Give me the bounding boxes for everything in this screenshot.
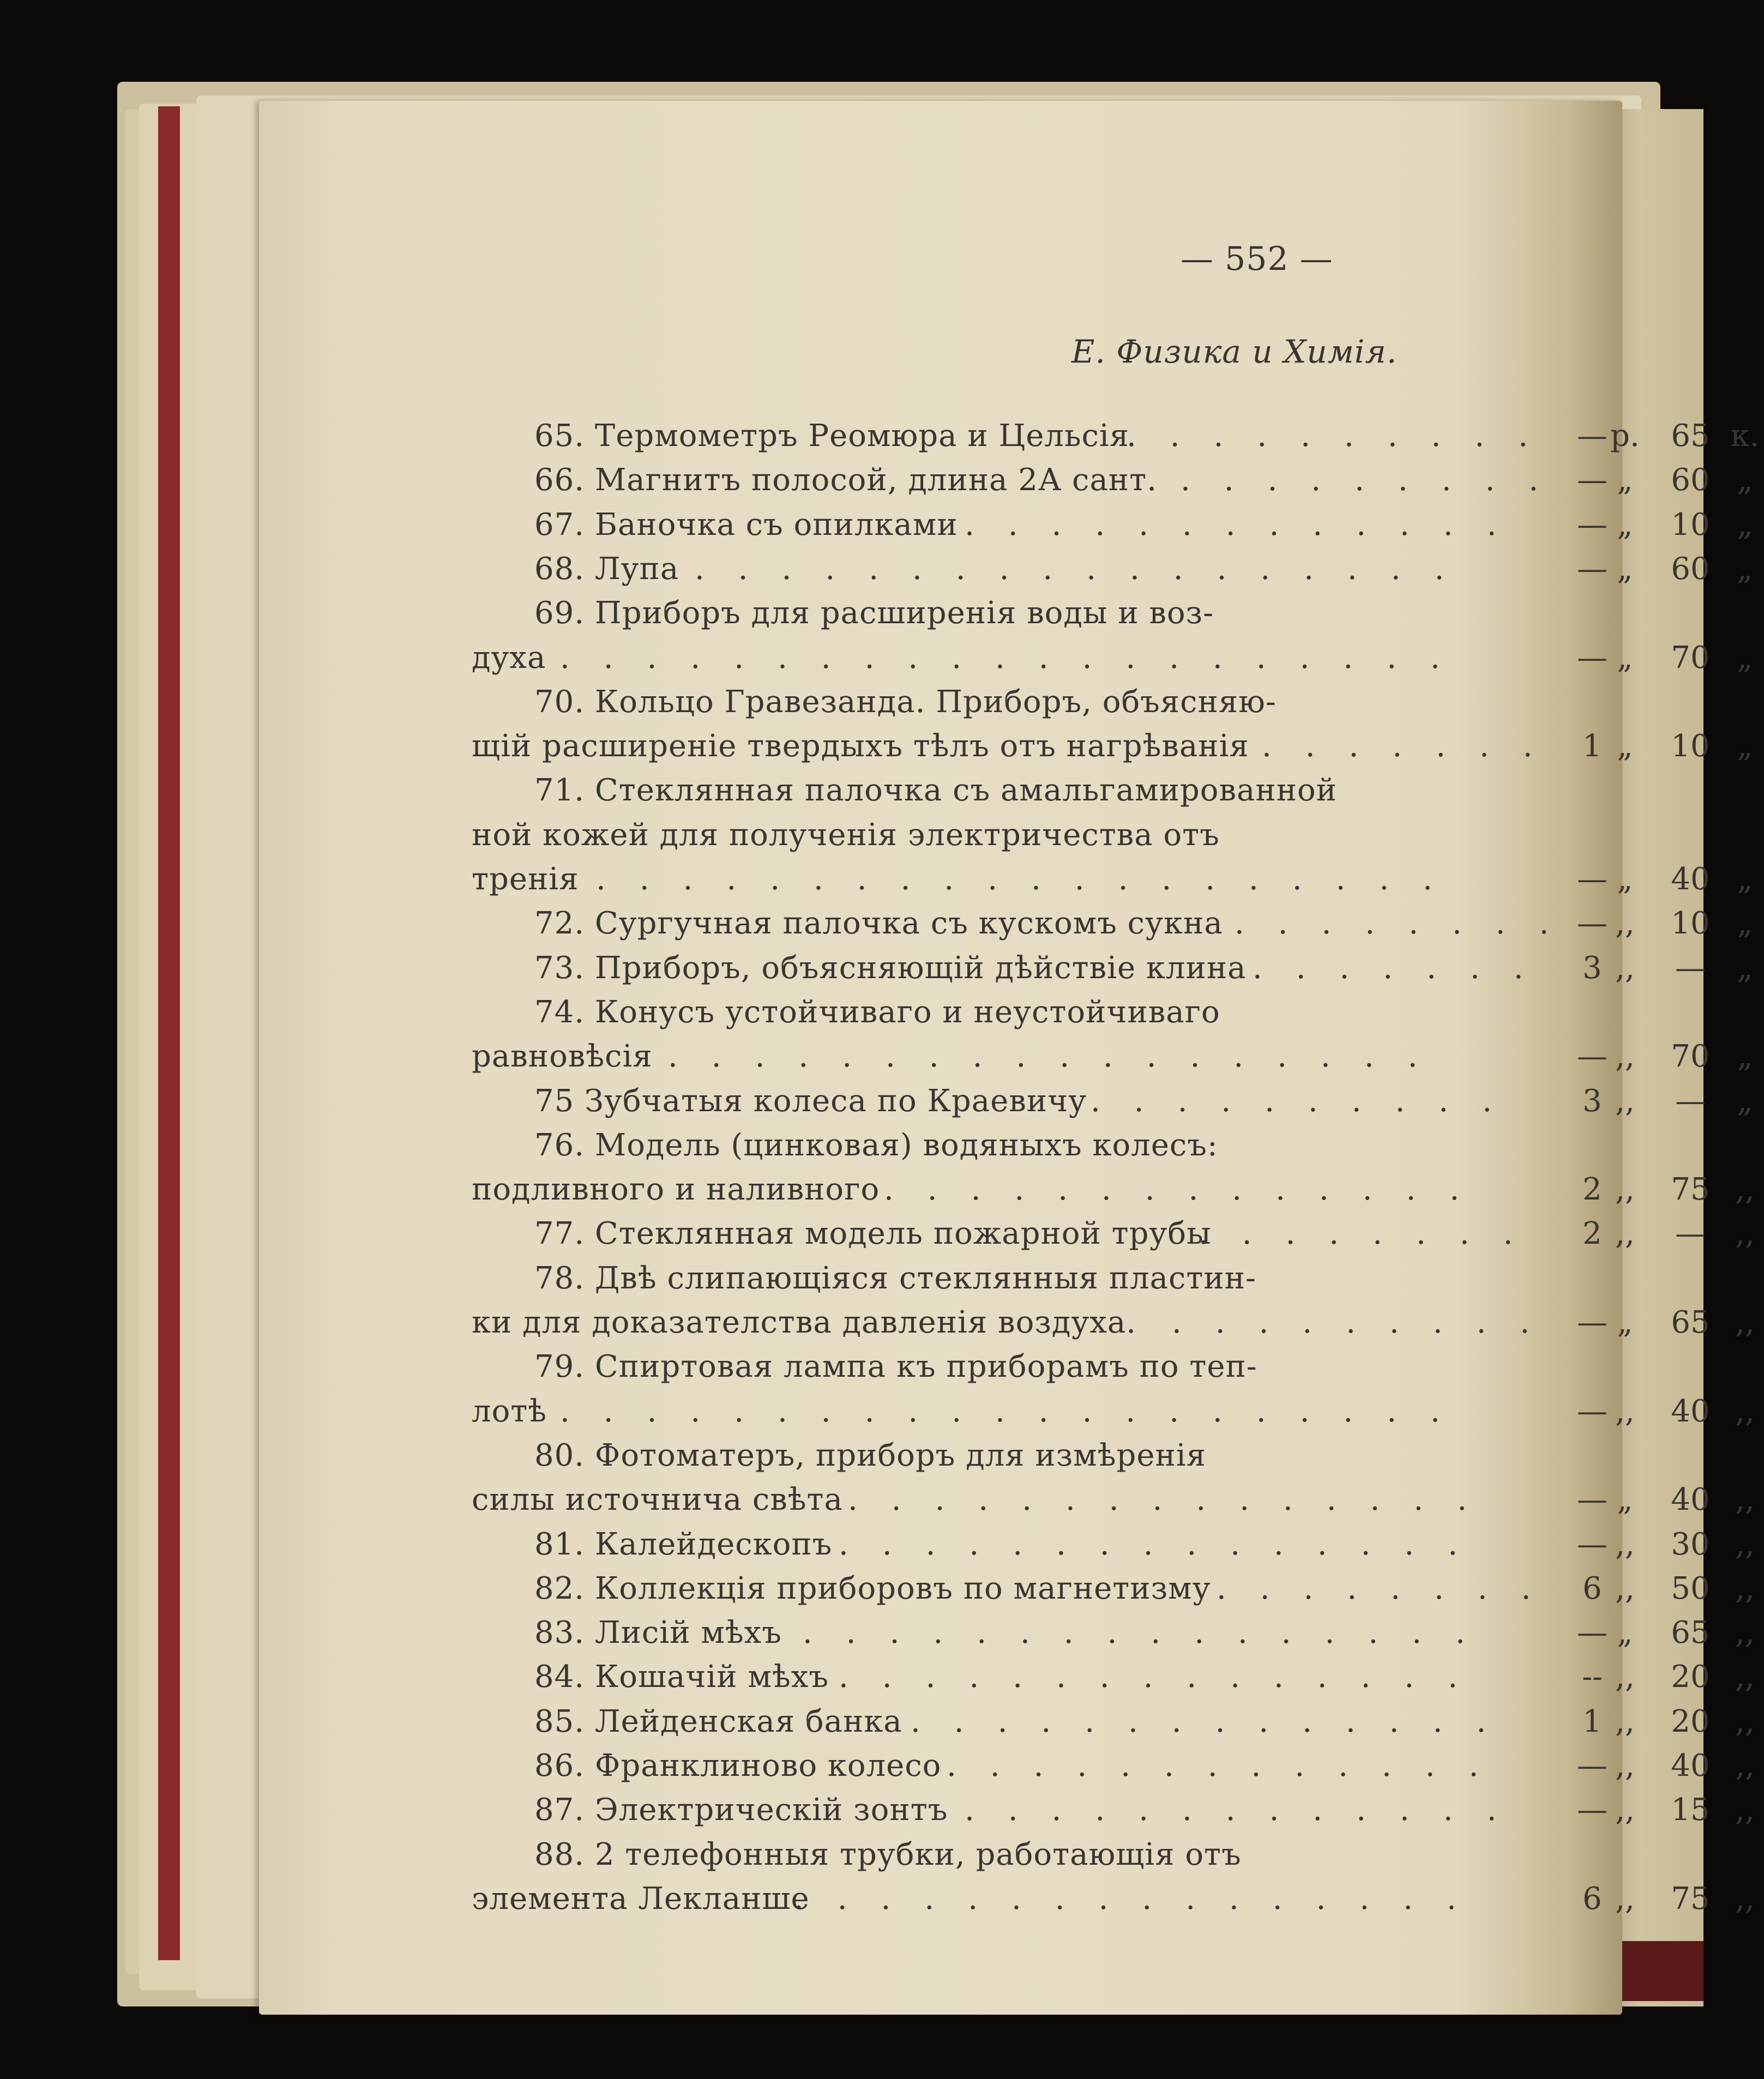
entry-text: 71. Стеклянная палочка съ амальгамированной	[534, 773, 1338, 808]
price-separator: „	[1617, 861, 1633, 897]
entry-text: 78. Двѣ слипающіяся стеклянныя пластин-	[534, 1261, 1256, 1296]
entry-text: силы источнича свѣта	[472, 1482, 843, 1517]
price-kopeks: 40	[1671, 1394, 1710, 1429]
price-rubles: —	[1577, 1039, 1608, 1074]
price-rubles: 3	[1582, 950, 1602, 986]
price-rubles: —	[1577, 861, 1608, 897]
price-separator: ,,	[1615, 1748, 1635, 1783]
dot-leader: ........	[1235, 906, 1583, 941]
price-separator: ,,	[1615, 1881, 1635, 1917]
price-kopeks: 10	[1671, 507, 1710, 543]
price-rubles: —	[1577, 418, 1608, 454]
book-page	[259, 101, 1760, 2015]
entry-text: 65. Термометръ Реомюра и Цельсія	[534, 418, 1130, 454]
entry-text: 83. Лисій мѣхъ	[534, 1615, 782, 1650]
price-rubles: 6	[1582, 1881, 1602, 1917]
price-rubles: —	[1577, 1792, 1608, 1828]
dot-leader: .....................	[560, 640, 1474, 676]
entry-text: 73. Приборъ, объясняющій дѣйствіе клина	[534, 950, 1247, 986]
entry-text: 82. Коллекція приборовъ по магнетизму	[534, 1571, 1211, 1606]
price-unit: ,,	[1735, 1571, 1755, 1606]
dot-leader: ..................	[668, 1039, 1452, 1074]
price-separator: ,,	[1615, 1172, 1635, 1207]
entry-text: 81. Калейдескопъ	[534, 1527, 833, 1562]
entry-text: равновѣсія	[472, 1039, 653, 1074]
price-unit: ,,	[1735, 1482, 1755, 1517]
price-unit: „	[1737, 861, 1753, 897]
price-unit: „	[1737, 462, 1753, 498]
entry-text: тренія	[472, 861, 579, 897]
price-kopeks: 10	[1671, 728, 1710, 764]
price-unit: к.	[1730, 418, 1760, 454]
price-separator: ,,	[1615, 1571, 1635, 1606]
entry-text: подливного и наливного	[472, 1172, 880, 1207]
price-kopeks: 70	[1671, 640, 1710, 676]
entry-text: духа	[472, 640, 546, 676]
entry-text: лотѣ	[472, 1394, 547, 1429]
dot-leader: .........	[1172, 1305, 1564, 1340]
price-separator: ,,	[1615, 1083, 1635, 1119]
entry-text: 69. Приборъ для расширенія воды и воз-	[534, 595, 1214, 631]
price-unit: „	[1737, 950, 1753, 986]
dot-leader: ....................	[596, 861, 1467, 897]
price-kopeks: 40	[1671, 1482, 1710, 1517]
entry-text: 84. Кошачій мѣхъ	[534, 1659, 829, 1695]
dot-leader: .......	[1262, 728, 1567, 764]
price-separator: ,,	[1615, 1659, 1635, 1695]
price-unit: „	[1737, 640, 1753, 676]
dot-leader: ................	[803, 1615, 1499, 1650]
price-unit: ,,	[1735, 1216, 1755, 1251]
dot-leader: ........	[1199, 1216, 1547, 1251]
price-kopeks: 15	[1671, 1792, 1710, 1828]
price-unit: ,,	[1735, 1792, 1755, 1828]
price-rubles: 1	[1582, 1704, 1602, 1739]
price-unit: „	[1737, 1039, 1753, 1074]
price-kopeks: 60	[1671, 462, 1710, 498]
dot-leader: ...............	[839, 1659, 1492, 1695]
price-kopeks: —	[1675, 1083, 1706, 1119]
price-rubles: —	[1577, 640, 1608, 676]
dot-leader: ..............	[884, 1172, 1494, 1207]
dot-leader: ..............	[911, 1704, 1520, 1739]
entry-text: ки для доказателства давленія воздуха.	[472, 1305, 1137, 1340]
price-kopeks: 20	[1671, 1704, 1710, 1739]
price-kopeks: 65	[1671, 1305, 1710, 1340]
price-kopeks: 40	[1671, 861, 1710, 897]
price-kopeks: 40	[1671, 1748, 1710, 1783]
price-separator: ,,	[1615, 1039, 1635, 1074]
entry-text: 72. Сургучная палочка съ кускомъ сукна	[534, 906, 1223, 941]
entry-text: 68. Лупа	[534, 551, 679, 587]
entry-text: 88. 2 телефонныя трубки, работающія отъ	[534, 1837, 1242, 1872]
dot-leader: ................	[794, 1881, 1490, 1917]
price-separator: ,,	[1615, 950, 1635, 986]
price-unit: „	[1737, 507, 1753, 543]
dot-leader: ..........	[1127, 418, 1562, 454]
entry-text: 75 Зубчатыя колеса по Краевичу	[534, 1083, 1087, 1119]
price-kopeks: —	[1675, 1216, 1706, 1251]
dot-leader: .....................	[560, 1394, 1474, 1429]
price-rubles: —	[1577, 1615, 1608, 1650]
price-rubles: 3	[1582, 1083, 1602, 1119]
price-unit: ,,	[1735, 1394, 1755, 1429]
price-separator: ,,	[1615, 906, 1635, 941]
dot-leader: ..........	[1091, 1083, 1526, 1119]
dot-leader: .........	[1181, 462, 1573, 498]
dot-leader: ...............	[839, 1527, 1492, 1562]
price-separator: „	[1617, 640, 1633, 676]
price-separator: ,,	[1615, 1216, 1635, 1251]
price-rubles: --	[1582, 1659, 1603, 1695]
price-unit: „	[1737, 728, 1753, 764]
price-separator: р.	[1610, 418, 1640, 454]
price-kopeks: 30	[1671, 1527, 1710, 1562]
dot-leader: .............	[965, 507, 1531, 543]
price-kopeks: 70	[1671, 1039, 1710, 1074]
page-number: — 552 —	[1181, 240, 1333, 278]
price-kopeks: 60	[1671, 551, 1710, 587]
entry-text: 87. Электрическій зонтъ	[534, 1792, 948, 1828]
price-separator: „	[1617, 1305, 1633, 1340]
price-rubles: 2	[1582, 1216, 1602, 1251]
dot-leader: ..................	[695, 551, 1478, 587]
entry-text: 86. Франклиново колесо	[534, 1748, 942, 1783]
price-rubles: 6	[1582, 1571, 1602, 1606]
entry-text: 70. Кольцо Гравезанда. Приборъ, объясняю-	[534, 684, 1277, 720]
price-unit: ,,	[1735, 1305, 1755, 1340]
price-kopeks: 10	[1671, 906, 1710, 941]
price-rubles: 2	[1582, 1172, 1602, 1207]
entry-text: 66. Магнитъ полосой, длина 2А сант.	[534, 462, 1157, 498]
dot-leader: ...............	[848, 1482, 1501, 1517]
price-rubles: —	[1577, 906, 1608, 941]
entry-text: щій расширеніе твердыхъ тѣлъ отъ нагрѣванія	[472, 728, 1249, 764]
price-separator: „	[1617, 1615, 1633, 1650]
entry-text: 76. Модель (цинковая) водяныхъ колесъ:	[534, 1128, 1218, 1163]
price-separator: „	[1617, 728, 1633, 764]
entry-text: 77. Стеклянная модель пожарной трубы	[534, 1216, 1212, 1251]
price-separator: „	[1617, 462, 1633, 498]
dot-leader: .............	[947, 1748, 1513, 1783]
price-unit: ,,	[1735, 1172, 1755, 1207]
price-kopeks: 65	[1671, 418, 1710, 454]
price-separator: „	[1617, 507, 1633, 543]
section-title: Е. Физика и Химія.	[1071, 333, 1398, 370]
price-unit: ,,	[1735, 1881, 1755, 1917]
cover-spine	[158, 106, 180, 1960]
price-separator: „	[1617, 551, 1633, 587]
price-rubles: —	[1577, 551, 1608, 587]
price-unit: ,,	[1735, 1527, 1755, 1562]
price-rubles: —	[1577, 1748, 1608, 1783]
price-separator: ,,	[1615, 1704, 1635, 1739]
price-kopeks: 50	[1671, 1571, 1710, 1606]
price-unit: ,,	[1735, 1704, 1755, 1739]
price-rubles: —	[1577, 1482, 1608, 1517]
cover-corner	[1609, 1941, 1703, 2001]
price-unit: „	[1737, 551, 1753, 587]
price-unit: ,,	[1735, 1748, 1755, 1783]
entry-text: 67. Баночка съ опилками	[534, 507, 958, 543]
price-rubles: 1	[1582, 728, 1602, 764]
price-kopeks: —	[1675, 950, 1706, 986]
dot-leader: ........	[1217, 1571, 1565, 1606]
entry-text: ной кожей для полученія электричества отъ	[472, 817, 1220, 853]
price-separator: ,,	[1615, 1394, 1635, 1429]
price-unit: ,,	[1735, 1615, 1755, 1650]
price-kopeks: 75	[1671, 1172, 1710, 1207]
price-rubles: —	[1577, 1305, 1608, 1340]
price-unit: „	[1737, 1083, 1753, 1119]
price-rubles: —	[1577, 1394, 1608, 1429]
dot-leader: .......	[1253, 950, 1557, 986]
price-separator: ,,	[1615, 1527, 1635, 1562]
price-separator: ,,	[1615, 1792, 1635, 1828]
price-rubles: —	[1577, 1527, 1608, 1562]
price-unit: „	[1737, 906, 1753, 941]
entry-text: 85. Лейденская банка	[534, 1704, 902, 1739]
price-separator: „	[1617, 1482, 1633, 1517]
entry-text: элемента Лекланше	[472, 1881, 810, 1917]
price-kopeks: 65	[1671, 1615, 1710, 1650]
entry-text: 80. Фотоматеръ, приборъ для измѣренія	[534, 1438, 1207, 1473]
entry-text: 79. Спиртовая лампа къ приборамъ по теп-	[534, 1349, 1257, 1384]
dot-leader: .............	[965, 1792, 1531, 1828]
entry-text: 74. Конусъ устойчиваго и неустойчиваго	[534, 995, 1220, 1030]
price-unit: ,,	[1735, 1659, 1755, 1695]
price-rubles: —	[1577, 462, 1608, 498]
price-kopeks: 75	[1671, 1881, 1710, 1917]
price-kopeks: 20	[1671, 1659, 1710, 1695]
price-rubles: —	[1577, 507, 1608, 543]
